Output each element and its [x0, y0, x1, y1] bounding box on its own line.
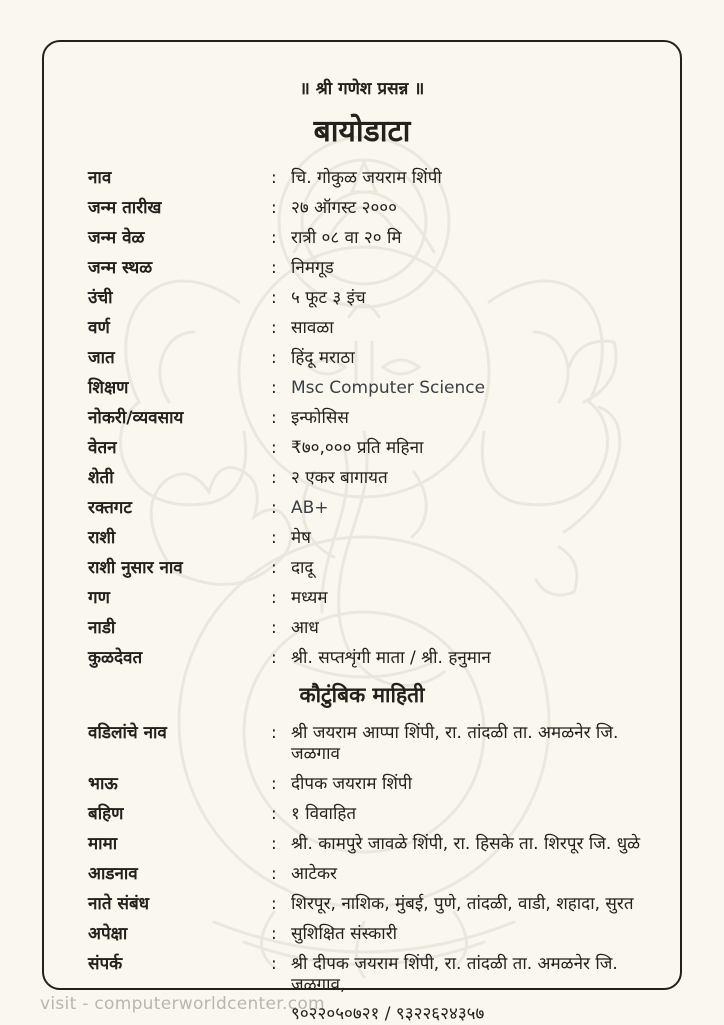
field-colon: :: [271, 588, 277, 608]
field-row-father-name: [88, 723, 656, 765]
field-row-salary: [88, 438, 656, 459]
field-label: राशी नुसार नाव: [88, 558, 183, 578]
field-row-sister: [88, 804, 656, 825]
field-value: २७ ऑगस्ट २०००: [291, 198, 397, 218]
field-row-height: [88, 288, 656, 309]
field-value: चि. गोकुळ जयराम शिंपी: [291, 168, 442, 188]
field-row-occupation: [88, 408, 656, 429]
page-title: बायोडाटा: [313, 114, 411, 149]
field-colon: :: [271, 438, 277, 458]
field-colon: :: [271, 864, 277, 884]
field-colon: :: [271, 834, 277, 854]
field-colon: :: [271, 348, 277, 368]
field-label: शिक्षण: [88, 378, 129, 398]
field-label: जन्म वेळ: [88, 228, 145, 248]
field-row-farm: [88, 468, 656, 489]
field-colon: :: [271, 804, 277, 824]
field-label: उंची: [88, 288, 113, 308]
field-colon: :: [271, 318, 277, 338]
field-label: नाडी: [88, 618, 116, 638]
field-colon: :: [271, 408, 277, 428]
contact-phone-numbers: ९०२२०५०७२१ / ९३२२६२४३५७: [291, 1004, 485, 1024]
field-value: मेष: [291, 528, 311, 548]
personal-details-list: [68, 168, 656, 669]
field-colon: :: [271, 894, 277, 914]
field-row-complexion: [88, 318, 656, 339]
biodata-content: [68, 76, 656, 1025]
field-colon: :: [271, 723, 277, 743]
field-colon: :: [271, 468, 277, 488]
field-label: नाव: [88, 168, 112, 188]
field-row-birth-date: [88, 198, 656, 219]
field-colon: :: [271, 378, 277, 398]
field-label: गण: [88, 588, 110, 608]
field-label: मामा: [88, 834, 118, 854]
field-colon: :: [271, 648, 277, 668]
field-label: नोकरी/व्यवसाय: [88, 408, 184, 428]
field-row-birth-time: [88, 228, 656, 249]
field-row-name: [88, 168, 656, 189]
field-colon: :: [271, 774, 277, 794]
field-row-brother: [88, 774, 656, 795]
field-label: कुळदेवत: [88, 648, 143, 668]
field-value: १ विवाहित: [291, 804, 357, 824]
field-label: जात: [88, 348, 115, 368]
field-colon: :: [271, 168, 277, 188]
field-row-birth-place: [88, 258, 656, 279]
field-label: वेतन: [88, 438, 117, 458]
field-row-expectation: [88, 924, 656, 945]
field-label: वर्ण: [88, 318, 110, 338]
field-row-education: [88, 378, 656, 399]
field-row-nadi: [88, 618, 656, 639]
field-value: आध: [291, 618, 319, 638]
field-value: आटेकर: [291, 864, 337, 884]
field-value: दादू: [291, 558, 314, 578]
field-row-gana: [88, 588, 656, 609]
field-label: जन्म स्थळ: [88, 258, 153, 278]
field-value: ५ फूट ३ इंच: [291, 288, 366, 308]
field-label: बहिण: [88, 804, 124, 824]
field-colon: :: [271, 228, 277, 248]
field-value: सावळा: [291, 318, 334, 338]
field-value: श्री. सप्तशृंगी माता / श्री. हनुमान: [291, 648, 491, 668]
field-row-rashi-name: [88, 558, 656, 579]
field-colon: :: [271, 924, 277, 944]
field-value: दीपक जयराम शिंपी: [291, 774, 412, 794]
field-colon: :: [271, 954, 277, 974]
field-label: नाते संबंध: [88, 894, 150, 914]
field-colon: :: [271, 198, 277, 218]
field-value: [291, 954, 656, 1025]
field-label: आडनाव: [88, 864, 138, 884]
field-value: सुशिक्षित संस्कारी: [291, 924, 398, 944]
field-value: हिंदू मराठा: [291, 348, 355, 368]
field-value: ₹७०,००० प्रति महिना: [291, 438, 424, 458]
field-colon: :: [271, 558, 277, 578]
field-colon: :: [271, 288, 277, 308]
field-row-caste: [88, 348, 656, 369]
field-label: शेती: [88, 468, 114, 488]
field-value: २ एकर बागायत: [291, 468, 388, 488]
family-details-list: [68, 723, 656, 1025]
field-label: राशी: [88, 528, 116, 548]
invocation-text: ॥ श्री गणेश प्रसन्न ॥: [299, 79, 425, 99]
field-row-contact: [88, 954, 656, 1025]
family-section-title: कौटुंबिक माहिती: [299, 683, 425, 707]
field-row-rashi: [88, 528, 656, 549]
field-row-blood-group: [88, 498, 656, 519]
field-label: रक्तगट: [88, 498, 132, 518]
field-value: श्री जयराम आप्पा शिंपी, रा. तांदळी ता. अमळनेर जि. जळगाव: [291, 723, 619, 764]
field-colon: :: [271, 528, 277, 548]
field-label: अपेक्षा: [88, 924, 128, 944]
field-value: निमगूड: [291, 258, 334, 278]
field-value: इन्फोसिस: [291, 408, 349, 428]
field-value: AB+: [291, 498, 329, 518]
field-row-maternal-uncle: [88, 834, 656, 855]
field-value: रात्री ०८ वा २० मि: [291, 228, 402, 248]
field-value: मध्यम: [291, 588, 328, 608]
contact-address: श्री दीपक जयराम शिंपी, रा. तांदळी ता. अमळनेर जि. जळगाव,: [291, 954, 618, 995]
field-label: जन्म तारीख: [88, 198, 162, 218]
field-value: श्री. कामपुरे जावळे शिंपी, रा. हिसके ता. शिरपूर जि. धुळे: [291, 834, 641, 854]
footer-credit-text: visit - computerworldcenter.com: [40, 994, 325, 1014]
field-colon: :: [271, 498, 277, 518]
field-label: भाऊ: [88, 774, 118, 794]
field-label: वडिलांचे नाव: [88, 723, 167, 743]
field-value: शिरपूर, नाशिक, मुंबई, पुणे, तांदळी, वाडी, शहादा, सुरत: [291, 894, 634, 914]
field-label: संपर्क: [88, 954, 123, 974]
field-value: Msc Computer Science: [291, 378, 486, 398]
field-colon: :: [271, 618, 277, 638]
field-colon: :: [271, 258, 277, 278]
field-row-surname: [88, 864, 656, 885]
field-row-relatives: [88, 894, 656, 915]
field-row-kuldaivat: [88, 648, 656, 669]
